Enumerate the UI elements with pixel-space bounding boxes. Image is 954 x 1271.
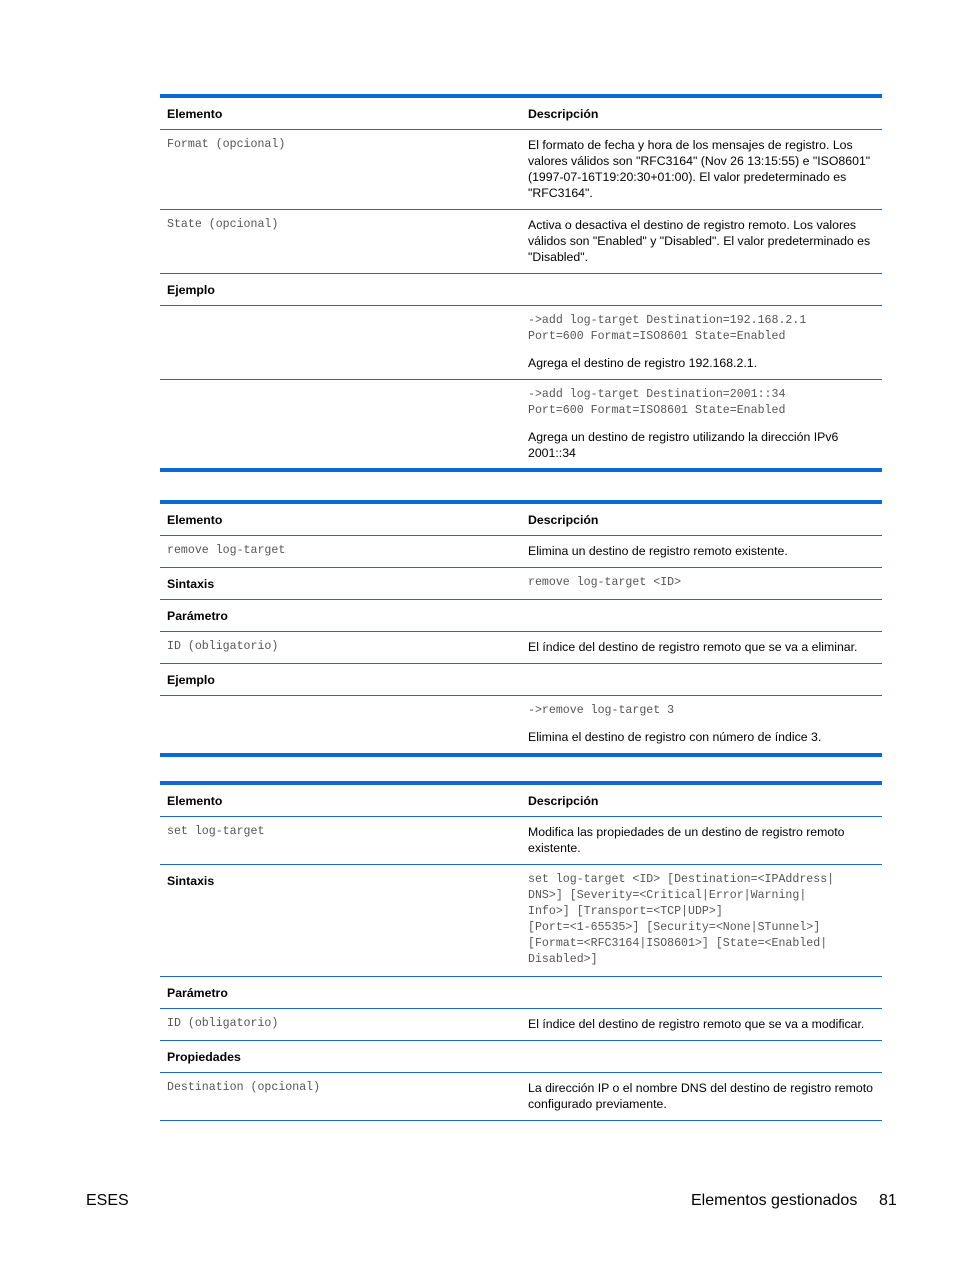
table-row xyxy=(160,536,882,568)
footer-section-title: Elementos gestionados xyxy=(691,1192,858,1209)
table-set-log-target xyxy=(160,781,882,1121)
prop-destination: Destination (opcional) xyxy=(167,1081,321,1094)
command-name: remove log-target xyxy=(167,544,286,557)
example-text: Elimina el destino de registro con número de índice 3. xyxy=(528,730,822,744)
param-state-desc: Activa o desactiva el destino de registro remoto. Los valores válidos son "Enabled" y "Disabled". El valor predeterminado es "Disabled". xyxy=(528,218,871,264)
command-desc: Modifica las propiedades de un destino de registro remoto existente. xyxy=(528,825,845,855)
header-description: Descripción xyxy=(528,107,599,121)
table-header xyxy=(160,785,882,817)
table-row xyxy=(160,696,882,753)
section-row-parameter xyxy=(160,977,882,1009)
example-code: ->remove log-target 3 xyxy=(528,704,675,717)
example-text-2: Agrega un destino de registro utilizando la dirección IPv6 2001::34 xyxy=(528,430,839,460)
param-label: Parámetro xyxy=(167,609,228,623)
props-label: Propiedades xyxy=(167,1050,241,1064)
page-number: 81 xyxy=(879,1192,897,1209)
syntax-row xyxy=(160,568,882,600)
section-row-properties xyxy=(160,1041,882,1073)
section-row-example xyxy=(160,274,882,306)
syntax-code: remove log-target <ID> xyxy=(528,576,682,589)
table-row xyxy=(160,1009,882,1041)
syntax-code: set log-target <ID> [Destination=<IPAddress| DNS>] [Severity=<Critical|Error|Warning| Info>] [Transport=<TCP|UDP>] [Port=<1-65535>] [Security=<None|STunnel>] [Format=<RFC3164|ISO8601>] [State=<Enabled| Disabled>] xyxy=(528,873,835,966)
param-id-desc: El índice del destino de registro remoto que se va a eliminar. xyxy=(528,640,858,654)
header-description: Descripción xyxy=(528,794,599,808)
table-row xyxy=(160,306,882,380)
table-row xyxy=(160,1073,882,1121)
example-code-2: ->add log-target Destination=2001::34 Port=600 Format=ISO8601 State=Enabled xyxy=(528,388,786,417)
command-desc: Elimina un destino de registro remoto existente. xyxy=(528,544,788,558)
param-id: ID (obligatorio) xyxy=(167,1017,279,1030)
table-header xyxy=(160,504,882,536)
table-header xyxy=(160,98,882,130)
section-row-parameter xyxy=(160,600,882,632)
table-row xyxy=(160,817,882,865)
table-row xyxy=(160,632,882,664)
example-label: Ejemplo xyxy=(167,283,215,297)
param-state: State (opcional) xyxy=(167,218,279,231)
prop-destination-desc: La dirección IP o el nombre DNS del destino de registro remoto configurado previamente. xyxy=(528,1081,873,1111)
param-format: Format (opcional) xyxy=(167,138,286,151)
syntax-label: Sintaxis xyxy=(167,874,215,888)
table-add-log-target-continued xyxy=(160,94,882,472)
header-element: Elemento xyxy=(167,107,223,121)
param-id-desc: El índice del destino de registro remoto que se va a modificar. xyxy=(528,1017,865,1031)
syntax-row xyxy=(160,865,882,977)
example-text-1: Agrega el destino de registro 192.168.2.1. xyxy=(528,356,758,370)
param-label: Parámetro xyxy=(167,986,228,1000)
table-bottom-rule xyxy=(160,753,882,757)
param-id: ID (obligatorio) xyxy=(167,640,279,653)
example-code-1: ->add log-target Destination=192.168.2.1 Port=600 Format=ISO8601 State=Enabled xyxy=(528,314,807,343)
table-bottom-rule xyxy=(160,468,882,472)
header-element: Elemento xyxy=(167,513,223,527)
footer-locale: ESES xyxy=(86,1192,129,1209)
syntax-label: Sintaxis xyxy=(167,577,215,591)
table-row xyxy=(160,130,882,210)
header-description: Descripción xyxy=(528,513,599,527)
table-remove-log-target xyxy=(160,500,882,757)
header-element: Elemento xyxy=(167,794,223,808)
section-row-example xyxy=(160,664,882,696)
table-row xyxy=(160,210,882,274)
table-row xyxy=(160,380,882,468)
param-format-desc: El formato de fecha y hora de los mensajes de registro. Los valores válidos son "RFC3164" (Nov 26 13:15:55) e "ISO8601" (1997-07-16T19:20:30+01:00). El valor predeterminado es "RFC3164". xyxy=(528,138,871,200)
example-label: Ejemplo xyxy=(167,673,215,687)
command-name: set log-target xyxy=(167,825,265,838)
